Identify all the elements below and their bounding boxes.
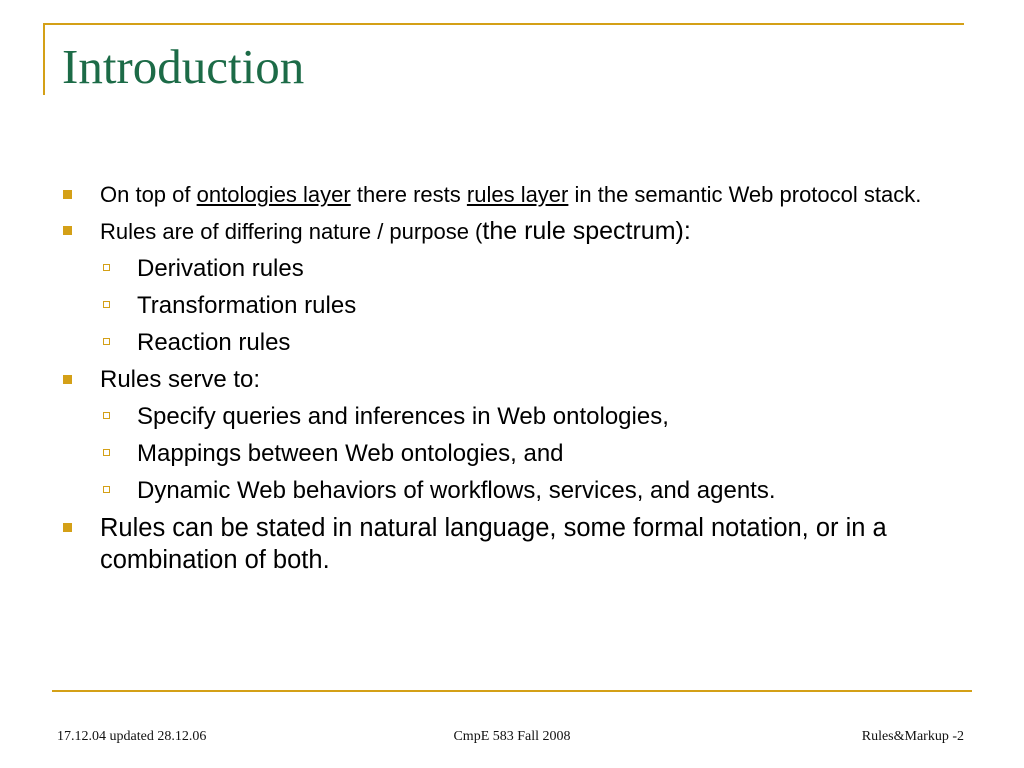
sub-item bbox=[137, 401, 937, 432]
footer-divider bbox=[52, 690, 972, 692]
ontologies-layer-link[interactable]: ontologies layer bbox=[196, 182, 351, 207]
hollow-square-bullet-icon bbox=[103, 486, 110, 493]
footer-slide-number: Rules&Markup -2 bbox=[861, 729, 964, 744]
slide-title: Introduction bbox=[62, 39, 305, 94]
frame-left-rule bbox=[43, 23, 45, 95]
slide-content bbox=[0, 180, 1024, 582]
sub-item-text: Mappings between Web ontologies, and bbox=[137, 440, 564, 467]
sub-item bbox=[137, 475, 937, 506]
hollow-square-bullet-icon bbox=[103, 412, 110, 419]
sub-item bbox=[137, 253, 937, 284]
bullet-natural-language bbox=[100, 512, 940, 576]
bullet-rule-spectrum bbox=[100, 216, 940, 247]
hollow-square-bullet-icon bbox=[103, 301, 110, 308]
sub-item-text: Dynamic Web behaviors of workflows, services, and agents. bbox=[137, 477, 776, 504]
sub-item bbox=[137, 290, 937, 321]
bullet-text: in the semantic Web protocol stack. bbox=[568, 182, 922, 207]
bullet-rules-layer bbox=[100, 180, 940, 210]
footer-course: CmpE 583 Fall 2008 bbox=[453, 729, 571, 744]
square-bullet-icon bbox=[63, 375, 72, 384]
footer-date: 17.12.04 updated 28.12.06 bbox=[57, 729, 207, 744]
hollow-square-bullet-icon bbox=[103, 449, 110, 456]
sub-item-text: Specify queries and inferences in Web ontologies, bbox=[137, 403, 669, 430]
sub-item-text: Transformation rules bbox=[137, 292, 357, 319]
frame-top-rule bbox=[43, 23, 964, 25]
bullet-text: On top of bbox=[100, 182, 197, 207]
hollow-square-bullet-icon bbox=[103, 338, 110, 345]
sub-item bbox=[137, 438, 937, 469]
sub-item-text: Reaction rules bbox=[137, 329, 291, 356]
bullet-text: there rests bbox=[350, 182, 467, 207]
sub-item-text: Derivation rules bbox=[137, 255, 304, 282]
bullet-text: the rule spectrum): bbox=[482, 217, 691, 245]
bullet-text: Rules serve to: bbox=[100, 366, 261, 393]
bullet-rules-serve bbox=[100, 364, 940, 395]
rules-layer-link[interactable]: rules layer bbox=[466, 182, 569, 207]
bullet-text: Rules can be stated in natural language, some formal notation, or in a combination of both. bbox=[100, 514, 887, 574]
hollow-square-bullet-icon bbox=[103, 264, 110, 271]
square-bullet-icon bbox=[63, 523, 72, 532]
square-bullet-icon bbox=[63, 190, 72, 199]
sub-item bbox=[137, 327, 937, 358]
bullet-text: Rules are of differing nature / purpose ( bbox=[100, 219, 483, 244]
square-bullet-icon bbox=[63, 226, 72, 235]
